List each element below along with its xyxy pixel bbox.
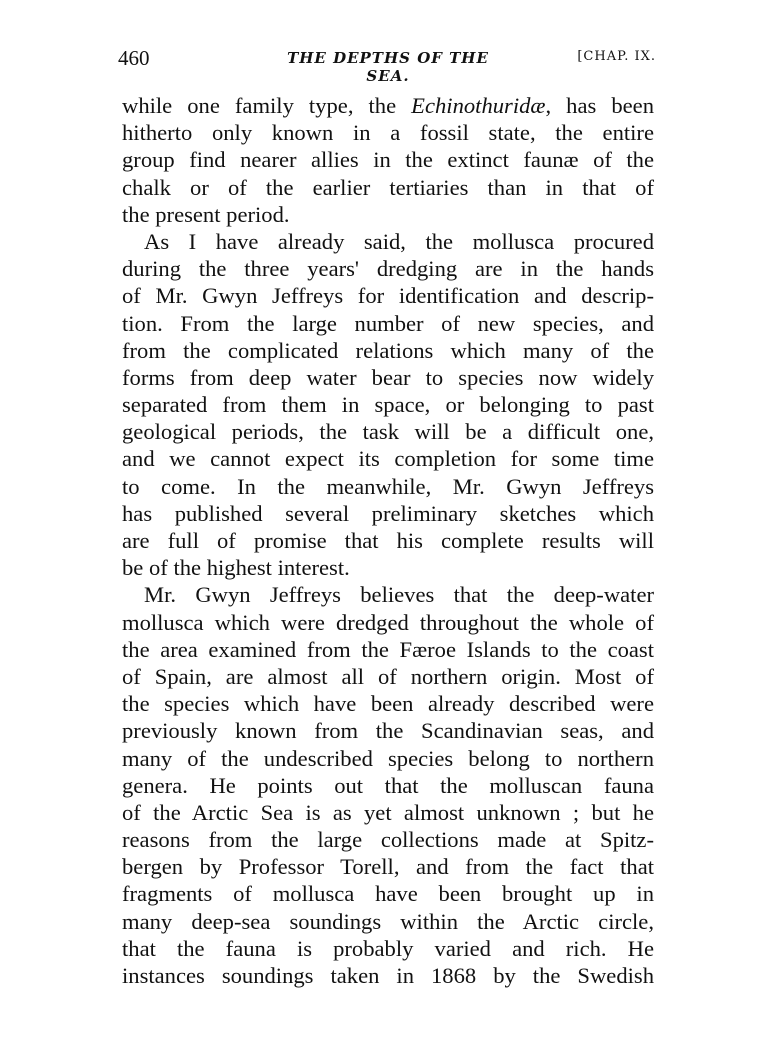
text-line: be of the highest interest. [122, 555, 350, 581]
text-line: the species which have been already described were [122, 691, 654, 717]
text-line: instances soundings taken in 1868 by the Swedish [122, 963, 654, 988]
text-line: and we cannot expect its completion for some time [122, 446, 654, 472]
text-line: of the Arctic Sea is as yet almost unknown ; but he [122, 799, 654, 825]
text-line: group find nearer allies in the extinct faunæ of the [122, 147, 654, 173]
text-line: of Mr. Gwyn Jeffreys for identification and descrip- [122, 283, 654, 309]
text-line: previously known from the Scandinavian seas, and [122, 718, 654, 744]
text-line: the area examined from the Færoe Islands to the coast [122, 636, 654, 662]
text-line: As I have already said, the mollusca procured [144, 228, 654, 254]
text-line: tion. From the large number of new species, and [122, 310, 654, 336]
text-line: reasons from the large collections made at Spitz- [122, 827, 654, 853]
text-line: Mr. Gwyn Jeffreys believes that the deep-water [144, 582, 654, 608]
text-line: mollusca which were dredged throughout the whole of [122, 609, 654, 635]
text-line: separated from them in space, or belonging to past [122, 392, 654, 418]
text-line: geological periods, the task will be a difficult one, [122, 419, 654, 445]
running-title: THE DEPTHS OF THE SEA. [287, 49, 489, 85]
text-line: chalk or of the earlier tertiaries than in that of [122, 174, 654, 200]
body-text [122, 92, 654, 989]
taxon-name: Echinothuridæ [411, 93, 546, 118]
text-line: hitherto only known in a fossil state, the entire [122, 120, 654, 146]
text-line: that the fauna is probably varied and rich. He [122, 935, 654, 961]
text-line: while one family type, the Echinothuridæ, has been [122, 93, 654, 118]
text-line: the present period. [122, 201, 290, 227]
text-line: are full of promise that his complete results will [122, 528, 654, 553]
text-line: bergen by Professor Torell, and from the fact that [122, 854, 654, 880]
text-line: during the three years' dredging are in the hands [122, 256, 654, 282]
text-line: to come. In the meanwhile, Mr. Gwyn Jeffreys [122, 473, 654, 499]
text-line: has published several preliminary sketches which [122, 500, 654, 526]
page-number: 460 [118, 46, 150, 70]
text-line: many deep-sea soundings within the Arctic circle, [122, 908, 654, 934]
text-line: forms from deep water bear to species now widely [122, 364, 654, 390]
text-line: fragments of mollusca have been brought up in [122, 881, 654, 907]
text-line: many of the undescribed species belong to northern [122, 745, 654, 771]
text-line: genera. He points out that the molluscan fauna [122, 772, 654, 798]
running-head [118, 46, 660, 85]
chapter-reference: [CHAP. IX. [577, 49, 656, 64]
text-line: of Spain, are almost all of northern origin. Most of [122, 663, 654, 689]
text-line: from the complicated relations which many of the [122, 337, 654, 363]
